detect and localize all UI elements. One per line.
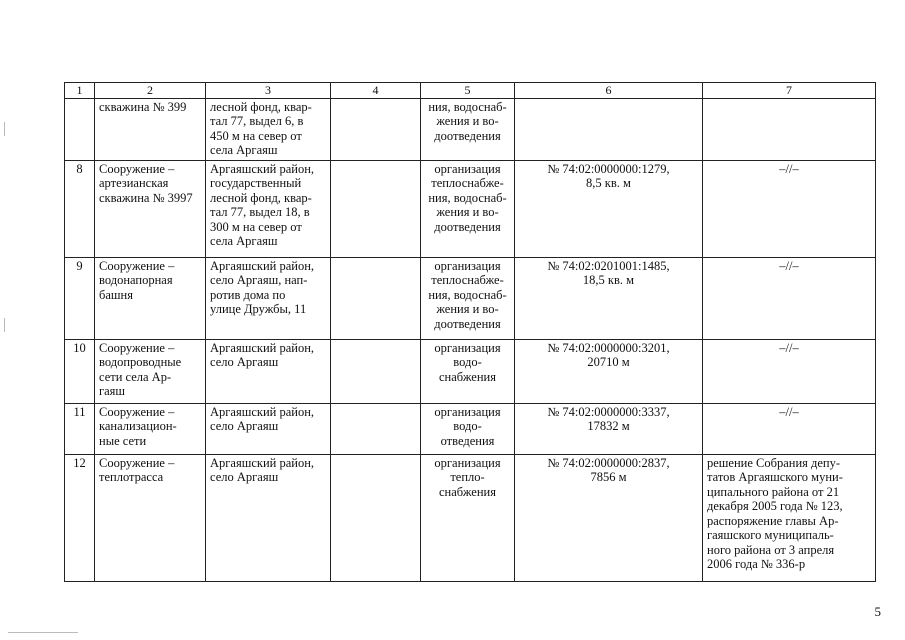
basis-document: решение Собрания депу- татов Аргаяшского муни- ципального района от 21 декабря 2005 года № 123, распоряжение главы Ар- гаяшского муниципаль- ного района от 3 апреля 2006 года № 336-р: [703, 454, 876, 581]
row-number: 8: [65, 160, 95, 257]
column-4-cell: [331, 454, 421, 581]
column-number-7: 7: [703, 83, 876, 99]
column-number-2: 2: [95, 83, 206, 99]
scan-edge-mark: [4, 122, 5, 136]
cadastral-number: [515, 98, 703, 160]
object-purpose: организация водо- снабжения: [421, 339, 515, 403]
object-location: Аргаяшский район, село Аргаяш: [206, 403, 331, 454]
object-name: Сооружение – водонапорная башня: [95, 257, 206, 339]
row-number: [65, 98, 95, 160]
object-name: Сооружение – артезианская скважина № 3997: [95, 160, 206, 257]
row-number: 9: [65, 257, 95, 339]
table-row: [65, 339, 876, 403]
column-4-cell: [331, 160, 421, 257]
cadastral-number: № 74:02:0000000:1279, 8,5 кв. м: [515, 160, 703, 257]
object-location: Аргаяшский район, село Аргаяш: [206, 454, 331, 581]
cadastral-number: № 74:02:0000000:3201, 20710 м: [515, 339, 703, 403]
basis-document: –//–: [703, 160, 876, 257]
object-location: Аргаяшский район, село Аргаяш, нап- ротив дома по улице Дружбы, 11: [206, 257, 331, 339]
object-name: скважина № 399: [95, 98, 206, 160]
object-purpose: организация теплоснабже- ния, водоснаб- жения и во- доотведения: [421, 257, 515, 339]
column-4-cell: [331, 98, 421, 160]
object-location: Аргаяшский район, село Аргаяш: [206, 339, 331, 403]
object-name: Сооружение – водопроводные сети села Ар- гаяш: [95, 339, 206, 403]
basis-document: [703, 98, 876, 160]
column-4-cell: [331, 403, 421, 454]
row-number: 12: [65, 454, 95, 581]
table-row: [65, 454, 876, 581]
page-number: 5: [874, 604, 881, 619]
column-number-4: 4: [331, 83, 421, 99]
basis-document: –//–: [703, 257, 876, 339]
column-4-cell: [331, 339, 421, 403]
object-name: Сооружение – теплотрасса: [95, 454, 206, 581]
cadastral-number: № 74:02:0000000:2837, 7856 м: [515, 454, 703, 581]
table-row: [65, 403, 876, 454]
row-number: 11: [65, 403, 95, 454]
object-location: Аргаяшский район, государственный лесной фонд, квар- тал 77, выдел 18, в 300 м на север от села Аргаяш: [206, 160, 331, 257]
object-name: Сооружение – канализацион- ные сети: [95, 403, 206, 454]
scan-edge-mark: [4, 318, 5, 332]
column-number-6: 6: [515, 83, 703, 99]
column-number-1: 1: [65, 83, 95, 99]
table-row: [65, 257, 876, 339]
cadastral-number: № 74:02:0000000:3337, 17832 м: [515, 403, 703, 454]
basis-document: –//–: [703, 339, 876, 403]
object-purpose: организация водо- отведения: [421, 403, 515, 454]
cadastral-number: № 74:02:0201001:1485, 18,5 кв. м: [515, 257, 703, 339]
object-purpose: ния, водоснаб- жения и во- доотведения: [421, 98, 515, 160]
column-4-cell: [331, 257, 421, 339]
object-purpose: организация тепло- снабжения: [421, 454, 515, 581]
object-purpose: организация теплоснабже- ния, водоснаб- жения и во- доотведения: [421, 160, 515, 257]
table-row: [65, 98, 876, 160]
scan-edge-mark: [8, 632, 78, 633]
column-number-3: 3: [206, 83, 331, 99]
basis-document: –//–: [703, 403, 876, 454]
column-number-5: 5: [421, 83, 515, 99]
object-location: лесной фонд, квар- тал 77, выдел 6, в 450 м на север от села Аргаяш: [206, 98, 331, 160]
header-row: [65, 83, 876, 99]
table-row: [65, 160, 876, 257]
row-number: 10: [65, 339, 95, 403]
property-table: [64, 82, 876, 582]
